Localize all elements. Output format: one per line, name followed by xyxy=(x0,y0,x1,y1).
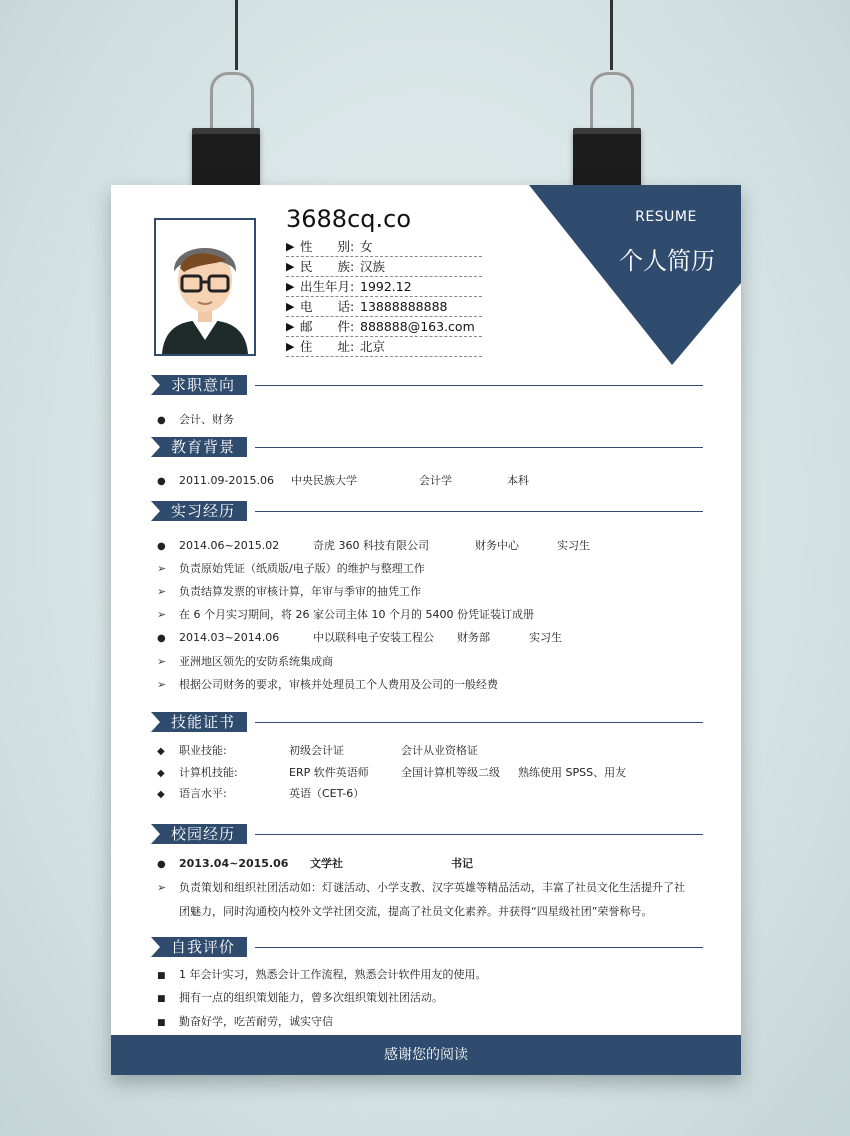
triangle-bullet-icon: ▶ xyxy=(286,280,295,293)
diamond-bullet-icon: ◆ xyxy=(157,768,165,779)
list-item: ➢ 负责结算发票的审核计算，年审与季审的抽凭工作 xyxy=(157,585,421,598)
diamond-bullet-icon: ◆ xyxy=(157,746,165,757)
resume-english-title: RESUME xyxy=(635,209,697,225)
triangle-bullet-icon: ▶ xyxy=(286,260,295,273)
section-header-self-evaluation xyxy=(151,937,703,957)
triangle-bullet-icon: ▶ xyxy=(286,320,295,333)
section-header-internship xyxy=(151,501,703,521)
section-header-campus xyxy=(151,824,703,844)
arrow-bullet-icon: ➢ xyxy=(157,655,167,668)
section-title: 实习经历 xyxy=(151,501,247,521)
skill-row: ◆ 计算机技能: ERP 软件英语师 全国计算机等级二级 熟练使用 SPSS、用友 xyxy=(157,765,697,781)
section-title: 教育背景 xyxy=(151,437,247,457)
info-row-ethnicity: ▶ 民 族: 汉族 xyxy=(286,257,482,277)
internship-row: ● 2014.03~2014.06 中以联科电子安装工程公 财务部 实习生 xyxy=(157,630,697,646)
arrow-bullet-icon: ➢ xyxy=(157,678,167,691)
candidate-name: 3688cq.co xyxy=(286,205,412,233)
bullet-dot-icon: ● xyxy=(157,541,166,552)
personal-info-list xyxy=(286,237,482,357)
arrow-bullet-icon: ➢ xyxy=(157,881,167,894)
square-bullet-icon: ■ xyxy=(157,1018,166,1028)
list-item: ➢ 根据公司财务的要求，审核并处理员工个人费用及公司的一般经费 xyxy=(157,678,498,691)
avatar-illustration xyxy=(156,220,254,354)
square-bullet-icon: ■ xyxy=(157,971,166,981)
bullet-dot-icon: ● xyxy=(157,859,166,870)
section-header-objective xyxy=(151,375,703,395)
divider xyxy=(255,447,703,448)
info-row-phone: ▶ 电 话: 13888888888 xyxy=(286,297,482,317)
section-header-skills xyxy=(151,712,703,732)
triangle-bullet-icon: ▶ xyxy=(286,340,295,353)
info-row-email: ▶ 邮 件: 888888@163.com xyxy=(286,317,482,337)
profile-photo xyxy=(154,218,256,356)
bullet-dot-icon: ● xyxy=(157,633,166,644)
diamond-bullet-icon: ◆ xyxy=(157,789,165,800)
divider xyxy=(255,947,703,948)
section-header-education xyxy=(151,437,703,457)
skill-row: ◆ 语言水平: 英语（CET-6） xyxy=(157,786,697,802)
bullet-dot-icon: ● xyxy=(157,415,166,426)
bullet-dot-icon: ● xyxy=(157,476,166,487)
binder-clip-right xyxy=(573,128,641,186)
triangle-bullet-icon: ▶ xyxy=(286,240,295,253)
education-row: ● 2011.09-2015.06 中央民族大学 会计学 本科 xyxy=(157,473,697,489)
section-title: 求职意向 xyxy=(151,375,247,395)
list-item: ➢ 负责原始凭证（纸质版/电子版）的维护与整理工作 xyxy=(157,562,425,575)
triangle-bullet-icon: ▶ xyxy=(286,300,295,313)
footer-banner: 感谢您的阅读 xyxy=(111,1035,741,1075)
list-item: ■ 拥有一点的组织策划能力，曾多次组织策划社团活动。 xyxy=(157,990,443,1006)
campus-description-line1: ➢ 负责策划和组织社团活动如：灯谜活动、小学支教、汉字英雄等精品活动，丰富了社员文化生活提升了社 xyxy=(157,881,685,894)
hanging-wire-right xyxy=(610,0,613,70)
divider xyxy=(255,385,703,386)
resume-paper xyxy=(111,185,741,1075)
campus-description-line2: 团魅力，同时沟通校内校外文学社团交流，提高了社员文化素养。并获得“四星级社团”荣誉称号。 xyxy=(179,905,653,918)
internship-row: ● 2014.06~2015.02 奇虎 360 科技有限公司 财务中心 实习生 xyxy=(157,538,697,554)
skill-row: ◆ 职业技能: 初级会计证 会计从业资格证 xyxy=(157,743,697,759)
hanging-wire-left xyxy=(235,0,238,70)
list-item: ➢ 亚洲地区领先的安防系统集成商 xyxy=(157,655,333,668)
info-row-birth: ▶ 出生年月: 1992.12 xyxy=(286,277,482,297)
list-item: ■ 勤奋好学，吃苦耐劳，诚实守信 xyxy=(157,1014,333,1030)
resume-chinese-title: 个人简历 xyxy=(619,247,715,275)
info-row-gender: ▶ 性 别: 女 xyxy=(286,237,482,257)
arrow-bullet-icon: ➢ xyxy=(157,585,167,598)
section-title: 技能证书 xyxy=(151,712,247,732)
binder-clip-left xyxy=(192,128,260,186)
arrow-bullet-icon: ➢ xyxy=(157,562,167,575)
section-title: 校园经历 xyxy=(151,824,247,844)
list-item: ■ 1 年会计实习，熟悉会计工作流程，熟悉会计软件用友的使用。 xyxy=(157,967,487,983)
list-item: ● 会计、财务 xyxy=(157,412,234,428)
divider xyxy=(255,834,703,835)
divider xyxy=(255,722,703,723)
section-title: 自我评价 xyxy=(151,937,247,957)
divider xyxy=(255,511,703,512)
info-row-address: ▶ 住 址: 北京 xyxy=(286,337,482,357)
list-item: ➢ 在 6 个月实习期间，将 26 家公司主体 10 个月的 5400 份凭证装订成册 xyxy=(157,608,534,621)
square-bullet-icon: ■ xyxy=(157,994,166,1004)
arrow-bullet-icon: ➢ xyxy=(157,608,167,621)
campus-row: ● 2013.04~2015.06 文学社 书记 xyxy=(157,856,697,872)
